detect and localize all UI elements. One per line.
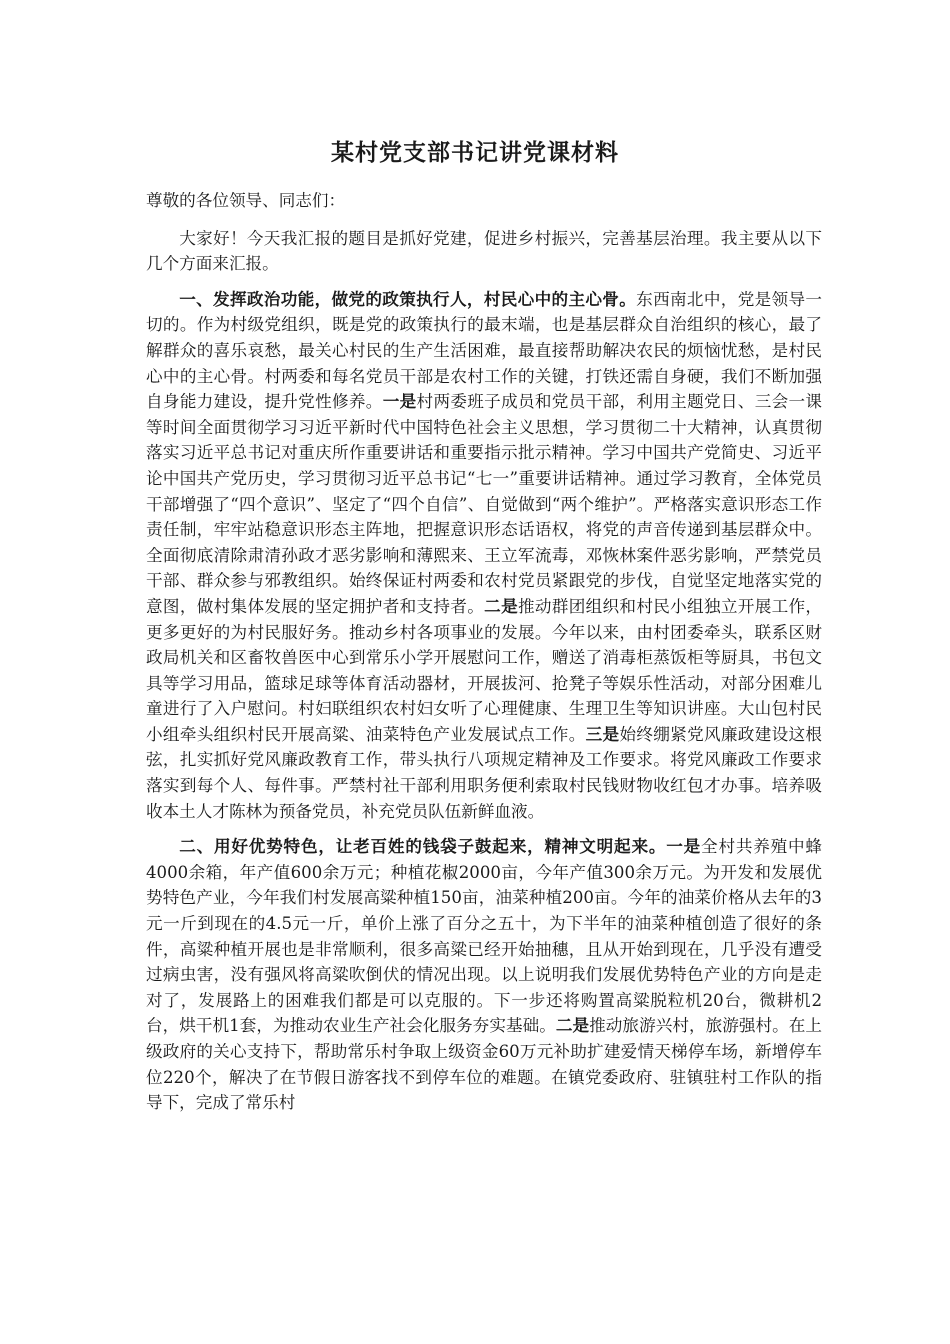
intro-paragraph: 大家好！今天我汇报的题目是抓好党建，促进乡村振兴，完善基层治理。我主要从以下几个方面来汇报。 <box>146 228 822 274</box>
section-2-marker-1: 一是 <box>666 836 702 857</box>
greeting: 尊敬的各位领导、同志们： <box>146 191 346 210</box>
section-1-heading: 一、发挥政治功能，做党的政策执行人，村民心中的主心骨。 <box>179 288 637 309</box>
section-1-text-c: 推动群团组织和村民小组独立开展工作，更多更好的为村民服好务。推动乡村各项事业的发展。今年以来，由村团委牵头，联系区财政局机关和区畜牧兽医中心到常乐小学开展慰问工作，赠送了消毒柜蒸饭柜等厨具，书包文具等学习用品，篮球足球等体育活动器材，开展拔河、抢凳子等娱乐性活动，对部分困难儿童进行了入户慰问。村妇联组织农村妇女听了心理健康、生理卫生等知识讲座。大山包村民小组牵头组织村民开展高粱、油菜特色产业发展试点工作。 <box>146 596 823 744</box>
section-1-marker-1: 一是 <box>382 391 417 412</box>
section-1-marker-3: 三是 <box>585 723 620 744</box>
section-1-text-a: 东西南北中，党是领导一切的。作为村级党组织，既是党的政策执行的最末端，也是基层群众自治组织的核心，最了解群众的喜乐哀愁，最关心村民的生产生活困难，最直接帮助解决农民的烦恼忧愁，是村民心中的主心骨。村两委和每名党员干部是农村工作的关键，打铁还需自身硬，我们不断加强自身能力建设，提升党性修养。 <box>146 289 822 412</box>
section-2-heading: 二、用好优势特色，让老百姓的钱袋子鼓起来，精神文明起来。 <box>179 836 667 857</box>
section-1-marker-2: 二是 <box>484 595 518 616</box>
section-2-text-b: 推动旅游兴村，旅游强村。在上级政府的关心支持下，帮助常乐村争取上级资金60万元补助扩建爱情天梯停车场，新增停车位220个，解决了在节假日游客找不到停车位的难题。在镇党委政府、驻镇驻村工作队的指导下，完成了常乐村 <box>146 1016 823 1113</box>
section-2-marker-2: 二是 <box>555 1015 590 1036</box>
document-body <box>146 188 822 1126</box>
section-2-text-a: 全村共养殖中蜂4000余箱，年产值600余万元；种植花椒2000亩，今年产值300余万元。为开发和发展优势特色产业，今年我们村发展高粱种植150亩，油菜种植200亩。今年的油菜价格从去年的3元一斤到现在的4.5元一斤，单价上涨了百分之五十，为下半年的油菜种植创造了很好的条件，高粱种植开展也是非常顺利，很多高粱已经开始抽穗，且从开始到现在，几乎没有遭受过病虫害，没有强风将高粱吹倒伏的情况出现。以上说明我们发展优势特色产业的方向是走对了，发展路上的困难我们都是可以克服的。下一步还将购置高粱脱粒机20台，微耕机2台，烘干机1套，为推动农业生产社会化服务夯实基础。 <box>146 837 823 1036</box>
section-1-text-b: 村两委班子成员和党员干部，利用主题党日、三会一课等时间全面贯彻学习习近平新时代中国特色社会主义思想，学习贯彻二十大精神，认真贯彻落实习近平总书记对重庆所作重要讲话和重要指示批示精神。学习中国共产党简史、习近平论中国共产党历史，学习贯彻习近平总书记“七一”重要讲话精神。通过学习教育，全体党员干部增强了“四个意识”、坚定了“四个自信”、自觉做到“两个维护”。严格落实意识形态工作责任制，牢牢站稳意识形态主阵地，把握意识形态话语权，将党的声音传递到基层群众中。全面彻底清除肃清孙政才恶劣影响和薄熙来、王立军流毒，邓恢林案件恶劣影响，严禁党员干部、群众参与邪教组织。始终保证村两委和农村党员紧跟党的步伐，自觉坚定地落实党的意图，做村集体发展的坚定拥护者和支持者。 <box>146 392 823 616</box>
section-1-paragraph <box>146 287 822 824</box>
section-1-text-d: 始终绷紧党风廉政建设这根弦，扎实抓好党风廉政教育工作，带头执行八项规定精神及工作要求。将党风廉政工作要求落实到每个人、每件事。严禁村社干部利用职务便利索取村民钱财物收红包才办事。培养吸收本土人才陈林为预备党员，补充党员队伍新鲜血液。 <box>146 724 823 821</box>
section-2-paragraph <box>146 834 822 1116</box>
document-title: 某村党支部书记讲党课材料 <box>331 140 619 166</box>
